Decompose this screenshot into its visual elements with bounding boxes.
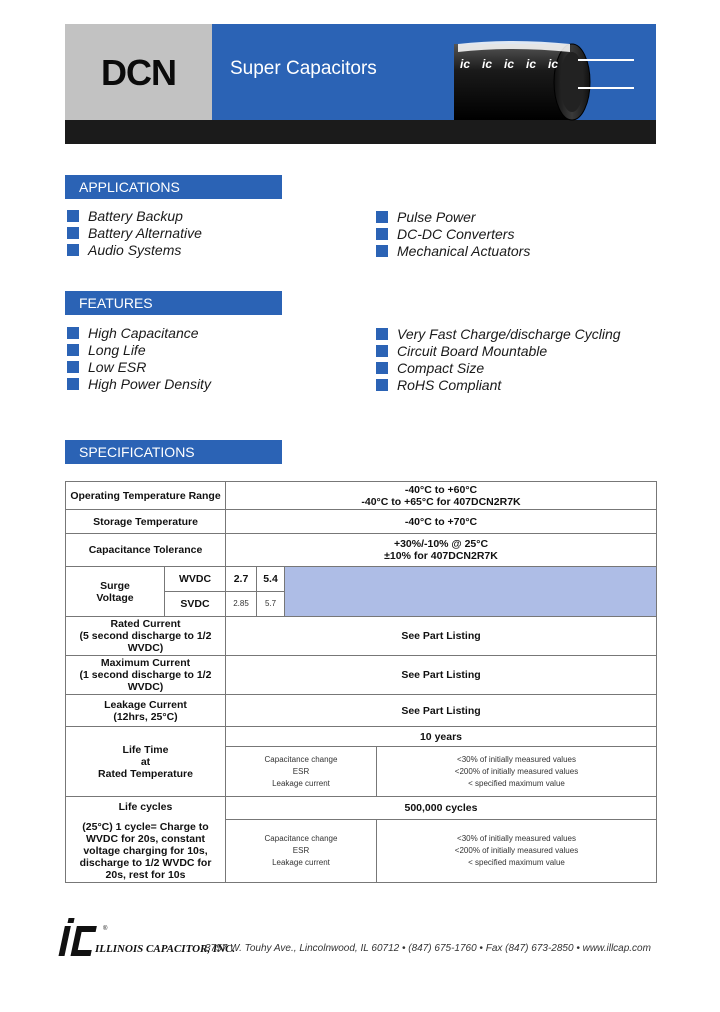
page-title: Super Capacitors	[230, 58, 377, 79]
list-item: Very Fast Charge/discharge Cycling	[376, 326, 621, 343]
specifications-heading: SPECIFICATIONS	[65, 440, 282, 464]
life-time-label: Life Time at Rated Temperature	[66, 727, 226, 797]
leakage-current-label: Leakage Current (12hrs, 25°C)	[66, 695, 226, 727]
leakage-current-value: See Part Listing	[226, 695, 657, 727]
life-time-limits: <30% of initially measured values <200% of initially measured values < specified maximum value	[377, 747, 657, 797]
svg-text:®: ®	[103, 926, 108, 932]
cap-tolerance-label: Capacitance Tolerance	[66, 534, 226, 567]
bullet-square-icon	[376, 362, 388, 374]
svg-text:ic: ic	[548, 57, 559, 71]
table-row	[66, 510, 657, 534]
svg-text:ic: ic	[504, 57, 515, 71]
applications-left-list	[67, 208, 202, 259]
svg-text:ic: ic	[460, 57, 471, 71]
bullet-square-icon	[67, 227, 79, 239]
applications-right-list	[376, 209, 530, 260]
svdc-label: SVDC	[165, 592, 226, 617]
svg-text:ic: ic	[482, 57, 493, 71]
bullet-square-icon	[376, 211, 388, 223]
list-item: Audio Systems	[67, 242, 202, 259]
max-current-label: Maximum Current (1 second discharge to 1/2 WVDC)	[66, 656, 226, 695]
bullet-square-icon	[67, 327, 79, 339]
operating-temp-value: -40°C to +60°C -40°C to +65°C for 407DCN2R7K	[226, 482, 657, 510]
svg-text:ic: ic	[526, 57, 537, 71]
table-row	[66, 695, 657, 727]
table-row	[66, 797, 657, 820]
operating-temp-label: Operating Temperature Range	[66, 482, 226, 510]
bullet-square-icon	[67, 361, 79, 373]
bullet-square-icon	[67, 344, 79, 356]
rated-current-value: See Part Listing	[226, 617, 657, 656]
features-heading: FEATURES	[65, 291, 282, 315]
list-item: High Power Density	[67, 376, 211, 393]
list-item: High Capacitance	[67, 325, 211, 342]
bullet-square-icon	[67, 210, 79, 222]
features-left-list	[67, 325, 211, 393]
life-time-params: Capacitance change ESR Leakage current	[226, 747, 377, 797]
life-time-value: 10 years	[226, 727, 657, 747]
list-item: Pulse Power	[376, 209, 530, 226]
list-item: Compact Size	[376, 360, 621, 377]
company-logo	[65, 916, 236, 964]
svdc-value: 2.85	[226, 592, 257, 617]
surge-voltage-shaded-area	[285, 567, 657, 617]
table-row	[66, 656, 657, 695]
bullet-square-icon	[376, 379, 388, 391]
life-cycles-label: Life cycles (25°C) 1 cycle= Charge to WVDC for 20s, constant voltage charging for 10s, discharge to 1/2 WVDC for 20s, rest for 10s	[66, 797, 226, 883]
features-right-list	[376, 326, 621, 394]
footer-address: 3757 W. Touhy Ave., Lincolnwood, IL 60712 • (847) 675-1760 • Fax (847) 673-2850 • www.illcap.com	[205, 943, 651, 954]
list-item: Circuit Board Mountable	[376, 343, 621, 360]
table-row	[66, 617, 657, 656]
max-current-value: See Part Listing	[226, 656, 657, 695]
header-dark-bar	[65, 120, 656, 144]
bullet-square-icon	[376, 245, 388, 257]
list-item: Long Life	[67, 342, 211, 359]
series-code: DCN	[101, 52, 176, 93]
list-item: Battery Backup	[67, 208, 202, 225]
life-cycles-value: 500,000 cycles	[226, 797, 657, 820]
bullet-square-icon	[376, 345, 388, 357]
capacitor-image	[452, 36, 640, 120]
life-cycles-params: Capacitance change ESR Leakage current	[226, 820, 377, 883]
table-row	[66, 727, 657, 747]
wvdc-value: 2.7	[226, 567, 257, 592]
svg-text:ILLINOIS CAPACITOR, INC.: ILLINOIS CAPACITOR, INC.	[95, 943, 236, 955]
specifications-table	[65, 481, 657, 883]
bullet-square-icon	[67, 378, 79, 390]
svdc-value: 5.7	[257, 592, 285, 617]
list-item: Mechanical Actuators	[376, 243, 530, 260]
wvdc-label: WVDC	[165, 567, 226, 592]
cap-tolerance-value: +30%/-10% @ 25°C ±10% for 407DCN2R7K	[226, 534, 657, 567]
list-item: Battery Alternative	[67, 225, 202, 242]
list-item: DC-DC Converters	[376, 226, 530, 243]
bullet-square-icon	[376, 228, 388, 240]
applications-heading: APPLICATIONS	[65, 175, 282, 199]
rated-current-label: Rated Current (5 second discharge to 1/2 WVDC)	[66, 617, 226, 656]
table-row	[66, 567, 657, 592]
table-row	[66, 534, 657, 567]
surge-voltage-label: Surge Voltage	[66, 567, 165, 617]
list-item: Low ESR	[67, 359, 211, 376]
life-cycles-limits: <30% of initially measured values <200% of initially measured values < specified maximum value	[377, 820, 657, 883]
bullet-square-icon	[67, 244, 79, 256]
wvdc-value: 5.4	[257, 567, 285, 592]
storage-temp-value: -40°C to +70°C	[226, 510, 657, 534]
table-row	[66, 482, 657, 510]
list-item: RoHS Compliant	[376, 377, 621, 394]
ic-logo-icon	[65, 916, 236, 964]
storage-temp-label: Storage Temperature	[66, 510, 226, 534]
bullet-square-icon	[376, 328, 388, 340]
